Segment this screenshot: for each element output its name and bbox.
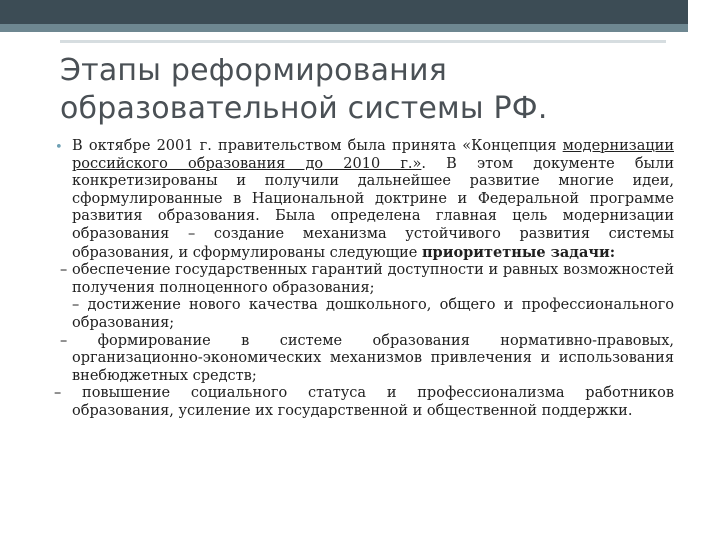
corner-tab bbox=[688, 0, 720, 32]
concept-title-underlined: модернизации российского образования до 2010 г.» bbox=[72, 138, 674, 172]
slide-title-line-1: Этапы реформирования bbox=[60, 53, 447, 88]
header-accent-bar bbox=[0, 24, 720, 32]
priority-tasks-label: приоритетные задачи: bbox=[421, 243, 616, 261]
bullet-dot-icon: • bbox=[55, 140, 63, 155]
slide-body bbox=[54, 138, 674, 421]
bullet-rest-text: . В этом документе были конкретизированы и получили дальнейшее развитие многие идеи, сформулированные в Национальной доктрине и Федеральной программе развития образования. Была определена главная цель модернизации образования – создание механизма устойчивого развития системы образования, и сформулированы следующие bbox=[72, 155, 674, 261]
bullet-paragraph bbox=[54, 138, 674, 262]
list-item: – повышение социального статуса и профессионализма работников образования, усиление их государственной и общественной поддержки. bbox=[54, 385, 674, 419]
slide-title-line-2: образовательной системы РФ. bbox=[60, 91, 548, 126]
list-item: – обеспечение государственных гарантий доступности и равных возможностей получения полноценного образования; bbox=[60, 262, 674, 296]
title-rule bbox=[60, 40, 666, 43]
list-item: – формирование в системе образования нормативно-правовых, организационно-экономических механизмов привлечения и использования внебюджетных средств; bbox=[60, 332, 674, 384]
header-bar bbox=[0, 0, 720, 24]
list-item: – достижение нового качества дошкольного, общего и профессионального образования; bbox=[72, 297, 674, 331]
slide-title bbox=[60, 52, 680, 128]
bullet-intro-text: В октябре 2001 г. правительством была принята «Концепция bbox=[72, 138, 557, 154]
